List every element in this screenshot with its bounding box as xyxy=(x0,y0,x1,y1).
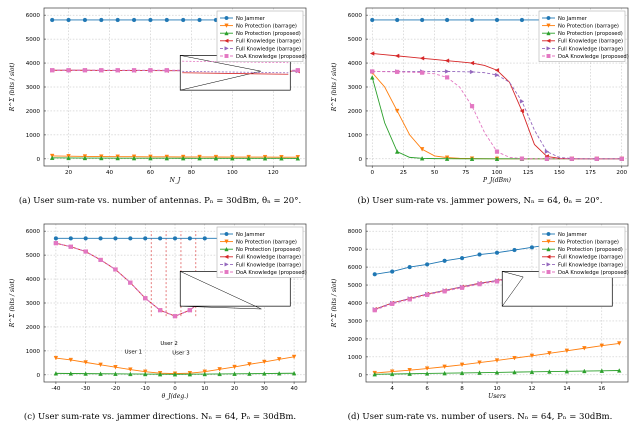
legend-label: DoA Knowledge (proposed) xyxy=(236,53,307,60)
x-tick-label: 200 xyxy=(616,170,628,176)
data-point xyxy=(530,245,534,249)
data-point xyxy=(225,16,229,20)
data-point xyxy=(395,18,399,22)
data-point xyxy=(149,68,153,72)
data-point xyxy=(158,308,162,312)
data-point xyxy=(116,68,120,72)
data-point xyxy=(495,251,499,255)
y-tick-label: 0 xyxy=(358,156,362,163)
y-tick-label: 5000 xyxy=(347,37,362,44)
y-tick-label: 2000 xyxy=(25,324,40,331)
x-tick-label: 8 xyxy=(460,386,464,392)
legend-label: Full Knowledge (barrage) xyxy=(558,262,624,269)
y-axis-label: R^Σ (bits / slot) xyxy=(331,278,338,328)
y-tick-label: 2000 xyxy=(347,336,362,343)
chart-panel-a xyxy=(4,2,314,192)
x-tick-label: 40 xyxy=(290,386,298,392)
data-point xyxy=(470,18,474,22)
legend xyxy=(217,11,307,62)
caption-c: (c) User sum-rate vs. jammer directions. Nₙ = 64, Pₙ = 30dBm. xyxy=(23,412,297,422)
chart-panel-c xyxy=(4,218,314,408)
data-point xyxy=(547,16,551,20)
y-tick-label: 6000 xyxy=(347,265,362,272)
data-point xyxy=(460,256,464,260)
legend-label: No Protection (barrage) xyxy=(236,239,297,246)
legend-label: No Protection (barrage) xyxy=(558,23,619,30)
x-tick-label: 12 xyxy=(528,386,536,392)
y-tick-label: 6000 xyxy=(347,13,362,20)
data-point xyxy=(143,296,147,300)
data-point xyxy=(188,308,192,312)
x-axis-label: P_J(dBm) xyxy=(482,177,512,184)
data-point xyxy=(69,245,73,249)
data-point xyxy=(478,253,482,257)
data-point xyxy=(225,270,229,274)
x-tick-label: 0 xyxy=(173,386,177,392)
data-point xyxy=(128,236,132,240)
data-point xyxy=(495,280,499,284)
x-tick-label: 150 xyxy=(554,170,565,176)
data-point xyxy=(67,68,71,72)
data-point xyxy=(495,150,499,154)
data-point xyxy=(495,18,499,22)
data-point xyxy=(370,70,374,74)
x-tick-label: 20 xyxy=(65,170,73,176)
data-point xyxy=(547,270,551,274)
x-axis-label: θ_J(deg.) xyxy=(161,393,189,400)
y-axis-label: R^Σ (bits / slot) xyxy=(9,278,16,328)
caption-a: (a) User sum-rate vs. number of antennas. Pₙ = 30dBm, θₙ = 20°. xyxy=(18,196,302,206)
y-tick-label: 6000 xyxy=(25,13,40,20)
chart-c-svg xyxy=(4,218,314,408)
x-tick-label: 25 xyxy=(399,170,407,176)
x-tick-label: -20 xyxy=(110,386,121,392)
data-point xyxy=(84,236,88,240)
data-point xyxy=(69,236,73,240)
x-tick-label: 40 xyxy=(105,170,114,176)
data-point xyxy=(395,70,399,74)
annotation-label: User 3 xyxy=(172,350,190,357)
y-tick-label: 4000 xyxy=(25,61,40,68)
data-point xyxy=(114,268,118,272)
data-point xyxy=(570,157,574,161)
y-tick-label: 1000 xyxy=(25,132,40,139)
data-point xyxy=(373,308,377,312)
legend-label: Full Knowledge (barrage) xyxy=(236,46,302,53)
data-point xyxy=(143,236,147,240)
data-point xyxy=(83,68,87,72)
x-tick-label: 100 xyxy=(226,170,238,176)
data-point xyxy=(373,272,377,276)
data-point xyxy=(198,18,202,22)
y-tick-label: 1000 xyxy=(347,132,362,139)
data-point xyxy=(545,157,549,161)
data-point xyxy=(114,236,118,240)
legend-label: No Protection (barrage) xyxy=(558,239,619,246)
y-tick-label: 8000 xyxy=(347,229,362,236)
legend-label: No Protection (proposed) xyxy=(236,31,301,38)
y-tick-label: 1000 xyxy=(347,354,362,361)
data-point xyxy=(513,248,517,252)
legend-label: Full Knowledge (barrage) xyxy=(558,38,624,45)
x-axis-label: Users xyxy=(488,393,506,400)
data-point xyxy=(595,157,599,161)
data-point xyxy=(520,157,524,161)
data-point xyxy=(620,157,624,161)
y-tick-label: 0 xyxy=(358,372,362,379)
legend-label: Full Knowledge (barrage) xyxy=(236,262,302,269)
x-tick-label: -30 xyxy=(81,386,91,392)
x-tick-label: 60 xyxy=(146,170,154,176)
x-tick-label: 75 xyxy=(462,170,470,176)
x-tick-label: -40 xyxy=(51,386,61,392)
x-tick-label: 125 xyxy=(522,170,534,176)
data-point xyxy=(520,18,524,22)
legend-label: No Protection (proposed) xyxy=(236,247,301,254)
y-tick-label: 6000 xyxy=(25,229,40,236)
x-tick-label: 50 xyxy=(431,170,439,176)
y-axis-label: R^Σ (bits / slot) xyxy=(9,62,16,112)
y-tick-label: 4000 xyxy=(347,301,362,307)
data-point xyxy=(84,250,88,254)
data-point xyxy=(50,68,54,72)
data-point xyxy=(128,281,132,285)
y-tick-label: 7000 xyxy=(347,247,362,254)
data-point xyxy=(445,18,449,22)
data-point xyxy=(149,18,153,22)
data-point xyxy=(370,18,374,22)
y-axis-label: R^Σ (bits / slot) xyxy=(331,62,338,112)
legend xyxy=(217,227,307,278)
legend-label: No Jammer xyxy=(236,231,265,238)
data-point xyxy=(296,68,300,72)
x-tick-label: 14 xyxy=(563,386,571,392)
data-point xyxy=(547,232,551,236)
chart-b-svg xyxy=(326,2,636,192)
x-axis-label: N_J xyxy=(169,177,181,184)
legend-label: No Protection (proposed) xyxy=(558,247,623,254)
y-tick-label: 5000 xyxy=(347,283,362,290)
data-point xyxy=(425,293,429,297)
chart-panel-d xyxy=(326,218,636,408)
legend-label: No Protection (barrage) xyxy=(236,23,297,30)
data-point xyxy=(99,68,103,72)
data-point xyxy=(460,286,464,290)
x-tick-label: 20 xyxy=(230,386,239,392)
data-point xyxy=(420,71,424,75)
data-point xyxy=(408,298,412,302)
x-tick-label: 4 xyxy=(390,386,394,392)
data-point xyxy=(420,18,424,22)
data-point xyxy=(54,241,58,245)
data-point xyxy=(173,236,177,240)
data-point xyxy=(225,54,229,58)
data-point xyxy=(470,104,474,108)
caption-d: (d) User sum-rate vs. number of users. Nₙ = 64, Pₙ = 30dBm. xyxy=(347,412,613,422)
chart-a-svg xyxy=(4,2,314,192)
data-point xyxy=(132,68,136,72)
y-tick-label: 4000 xyxy=(25,277,40,284)
y-tick-label: 4000 xyxy=(347,61,362,68)
legend-label: Full Knowledge (barrage) xyxy=(558,46,624,53)
x-tick-label: 175 xyxy=(585,170,596,176)
data-point xyxy=(443,259,447,263)
x-tick-label: 16 xyxy=(598,386,606,392)
chart-d-svg xyxy=(326,218,636,408)
data-point xyxy=(225,232,229,236)
x-tick-label: 100 xyxy=(491,170,503,176)
y-tick-label: 3000 xyxy=(347,318,362,325)
data-point xyxy=(408,265,412,269)
x-tick-label: 0 xyxy=(370,170,375,176)
data-point xyxy=(203,236,207,240)
y-tick-label: 5000 xyxy=(25,253,40,260)
y-tick-label: 5000 xyxy=(25,37,40,44)
y-tick-label: 3000 xyxy=(25,301,40,307)
legend-label: No Jammer xyxy=(558,231,587,238)
legend xyxy=(539,227,629,278)
legend-label: DoA Knowledge (proposed) xyxy=(558,53,629,60)
legend-label: No Jammer xyxy=(558,15,587,22)
annotation-label: User 2 xyxy=(160,340,178,347)
data-point xyxy=(158,236,162,240)
data-point xyxy=(547,54,551,58)
data-point xyxy=(67,18,71,22)
legend xyxy=(539,11,629,62)
data-point xyxy=(99,236,103,240)
data-point xyxy=(132,18,136,22)
series-line xyxy=(52,158,298,159)
y-tick-label: 2000 xyxy=(25,108,40,115)
data-point xyxy=(425,262,429,266)
data-point xyxy=(99,258,103,262)
data-point xyxy=(173,314,177,318)
data-point xyxy=(390,270,394,274)
y-tick-label: 0 xyxy=(36,372,40,379)
y-tick-label: 1000 xyxy=(25,348,40,355)
x-tick-label: 120 xyxy=(267,170,279,176)
data-point xyxy=(188,236,192,240)
y-tick-label: 3000 xyxy=(25,85,40,91)
data-point xyxy=(116,18,120,22)
data-point xyxy=(83,18,87,22)
caption-b: (b) User sum-rate vs. jammer powers, Nₙ = 64, θₙ = 20°. xyxy=(357,196,603,206)
legend-label: No Jammer xyxy=(236,15,265,22)
data-point xyxy=(390,302,394,306)
legend-label: DoA Knowledge (proposed) xyxy=(558,269,629,276)
data-point xyxy=(165,68,169,72)
data-point xyxy=(478,282,482,286)
data-point xyxy=(181,18,185,22)
y-tick-label: 2000 xyxy=(347,108,362,115)
data-point xyxy=(54,236,58,240)
data-point xyxy=(99,18,103,22)
legend-label: Full Knowledge (barrage) xyxy=(236,254,302,261)
legend-label: DoA Knowledge (proposed) xyxy=(236,269,307,276)
legend-label: No Protection (proposed) xyxy=(558,31,623,38)
chart-panel-b xyxy=(326,2,636,192)
x-tick-label: 6 xyxy=(425,386,429,392)
data-point xyxy=(165,18,169,22)
y-tick-label: 3000 xyxy=(347,85,362,91)
x-tick-label: 30 xyxy=(260,386,268,392)
x-tick-label: 10 xyxy=(201,386,209,392)
x-tick-label: 10 xyxy=(493,386,501,392)
legend-label: Full Knowledge (barrage) xyxy=(558,254,624,261)
x-tick-label: -10 xyxy=(140,386,150,392)
legend-label: Full Knowledge (barrage) xyxy=(236,38,302,45)
data-point xyxy=(445,76,449,80)
data-point xyxy=(50,18,54,22)
annotation-label: User 1 xyxy=(124,349,143,356)
y-tick-label: 0 xyxy=(36,156,40,163)
x-tick-label: 80 xyxy=(187,170,195,176)
data-point xyxy=(443,289,447,293)
